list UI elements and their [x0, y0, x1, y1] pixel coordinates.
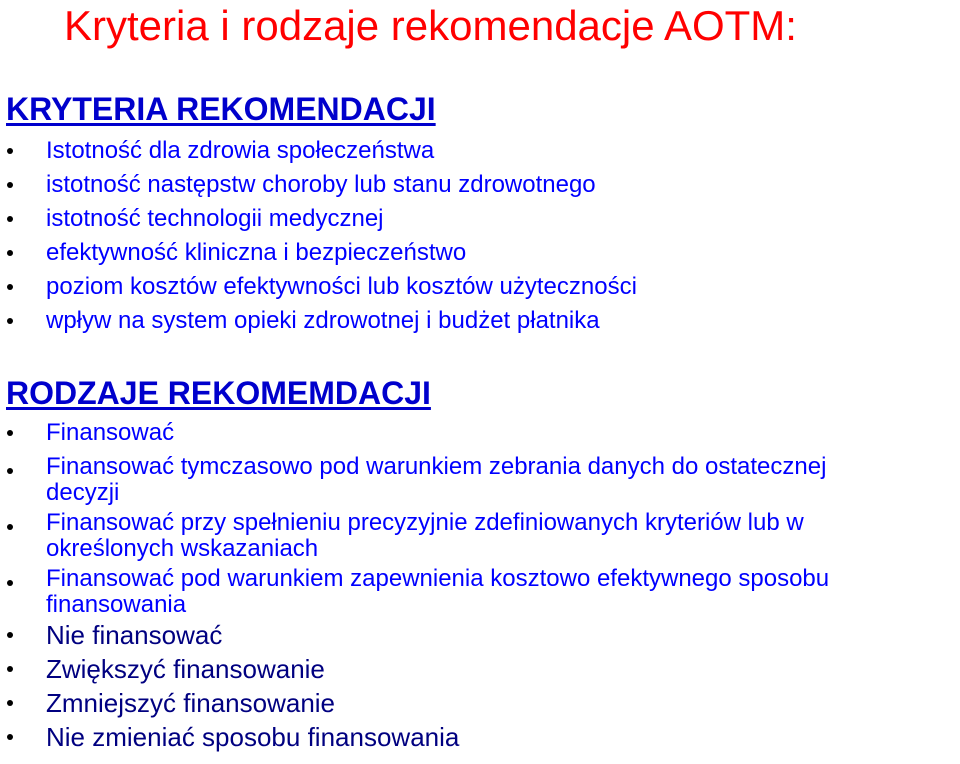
criteria-item	[0, 270, 637, 304]
bullet-icon	[7, 250, 13, 256]
criteria-heading: KRYTERIA REKOMENDACJI	[6, 91, 436, 127]
types-heading: RODZAJE REKOMEMDACJI	[6, 375, 431, 411]
bullet-icon	[7, 430, 13, 436]
criteria-item	[0, 304, 637, 338]
criteria-item-text: Istotność dla zdrowia społeczeństwa	[46, 137, 435, 164]
criteria-item-text: efektywność kliniczna i bezpieczeństwo	[46, 239, 467, 266]
types-item	[0, 562, 829, 618]
bullet-icon	[7, 666, 13, 672]
types-item	[0, 652, 829, 686]
bullet-icon	[7, 632, 13, 638]
criteria-item-text: poziom kosztów efektywności lub kosztów użyteczności	[46, 273, 637, 300]
bullet-icon	[7, 318, 13, 324]
criteria-item-text: wpływ na system opieki zdrowotnej i budżet płatnika	[46, 307, 600, 334]
types-item-text: Zmniejszyć finansowanie	[46, 688, 336, 718]
criteria-item	[0, 168, 637, 202]
bullet-icon	[7, 468, 13, 474]
bullet-icon	[7, 524, 13, 530]
types-item-text-continued: decyzji	[46, 479, 120, 506]
bullet-icon	[7, 734, 13, 740]
types-item-text: Finansować przy spełnieniu precyzyjnie zdefiniowanych kryteriów lub w	[46, 509, 804, 536]
types-item-text-continued: finansowania	[46, 591, 187, 618]
bullet-icon	[7, 580, 13, 586]
types-item-text: Finansować tymczasowo pod warunkiem zebrania danych do ostatecznej	[46, 453, 827, 480]
bullet-icon	[7, 216, 13, 222]
types-item-text: Nie zmieniać sposobu finansowania	[46, 722, 460, 752]
types-item-text: Finansować pod warunkiem zapewnienia kosztowo efektywnego sposobu	[46, 565, 830, 592]
types-item	[0, 416, 829, 450]
bullet-icon	[7, 284, 13, 290]
criteria-list	[0, 134, 637, 338]
types-item-text: Finansować	[46, 419, 175, 446]
types-item	[0, 618, 829, 652]
criteria-item-text: istotność technologii medycznej	[46, 205, 384, 232]
criteria-item	[0, 202, 637, 236]
bullet-icon	[7, 148, 13, 154]
types-item	[0, 450, 829, 506]
types-item	[0, 720, 829, 754]
types-item-text: Nie finansować	[46, 620, 223, 650]
types-item	[0, 686, 829, 720]
criteria-item	[0, 134, 637, 168]
types-item-text-continued: określonych wskazaniach	[46, 535, 319, 562]
criteria-item	[0, 236, 637, 270]
types-item	[0, 506, 829, 562]
bullet-icon	[7, 182, 13, 188]
types-item-text: Zwiększyć finansowanie	[46, 654, 325, 684]
page-title: Kryteria i rodzaje rekomendacje AOTM:	[64, 2, 797, 49]
types-list	[0, 416, 829, 754]
criteria-item-text: istotność następstw choroby lub stanu zdrowotnego	[46, 171, 596, 198]
bullet-icon	[7, 700, 13, 706]
